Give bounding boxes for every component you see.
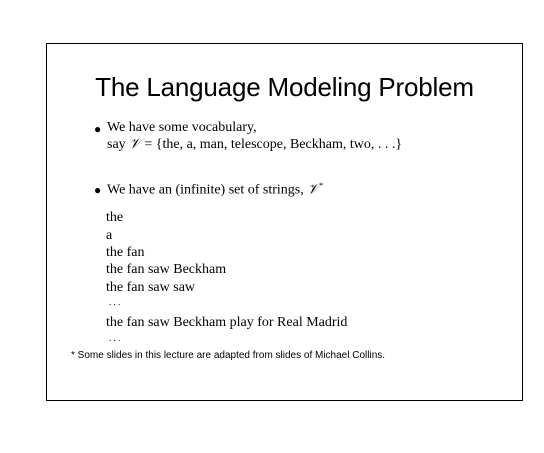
bullet-2-line — [107, 181, 323, 199]
string-item: the — [106, 210, 124, 225]
ellipsis: . . . — [109, 333, 121, 343]
strings-symbol: 𝒱 — [307, 182, 319, 198]
ellipsis: . . . — [109, 297, 121, 307]
bullet-1-say: say — [107, 137, 130, 152]
bullet-2-text: We have an (infinite) set of strings, — [107, 182, 308, 198]
slide — [46, 43, 523, 401]
vocabulary-set: = {the, a, man, telescope, Beckham, two, . . .} — [140, 137, 403, 152]
vocabulary-symbol: 𝒱 — [129, 137, 141, 152]
slide-title: The Language Modeling Problem — [95, 72, 474, 102]
bullet-1-line-2 — [107, 137, 402, 153]
string-item: a — [106, 228, 113, 243]
bullet-dot-2: ● — [94, 183, 102, 197]
kleene-star: * — [318, 181, 323, 190]
string-item: the fan saw saw — [106, 280, 196, 295]
string-item: the fan — [106, 245, 145, 260]
footnote: * Some slides in this lecture are adapted from slides of Michael Collins. — [71, 350, 386, 361]
string-item: the fan saw Beckham — [106, 262, 227, 277]
bullet-1-line-1: We have some vocabulary, — [107, 120, 257, 135]
bullet-dot-1: ● — [94, 122, 102, 136]
string-item: the fan saw Beckham play for Real Madrid — [106, 315, 348, 330]
